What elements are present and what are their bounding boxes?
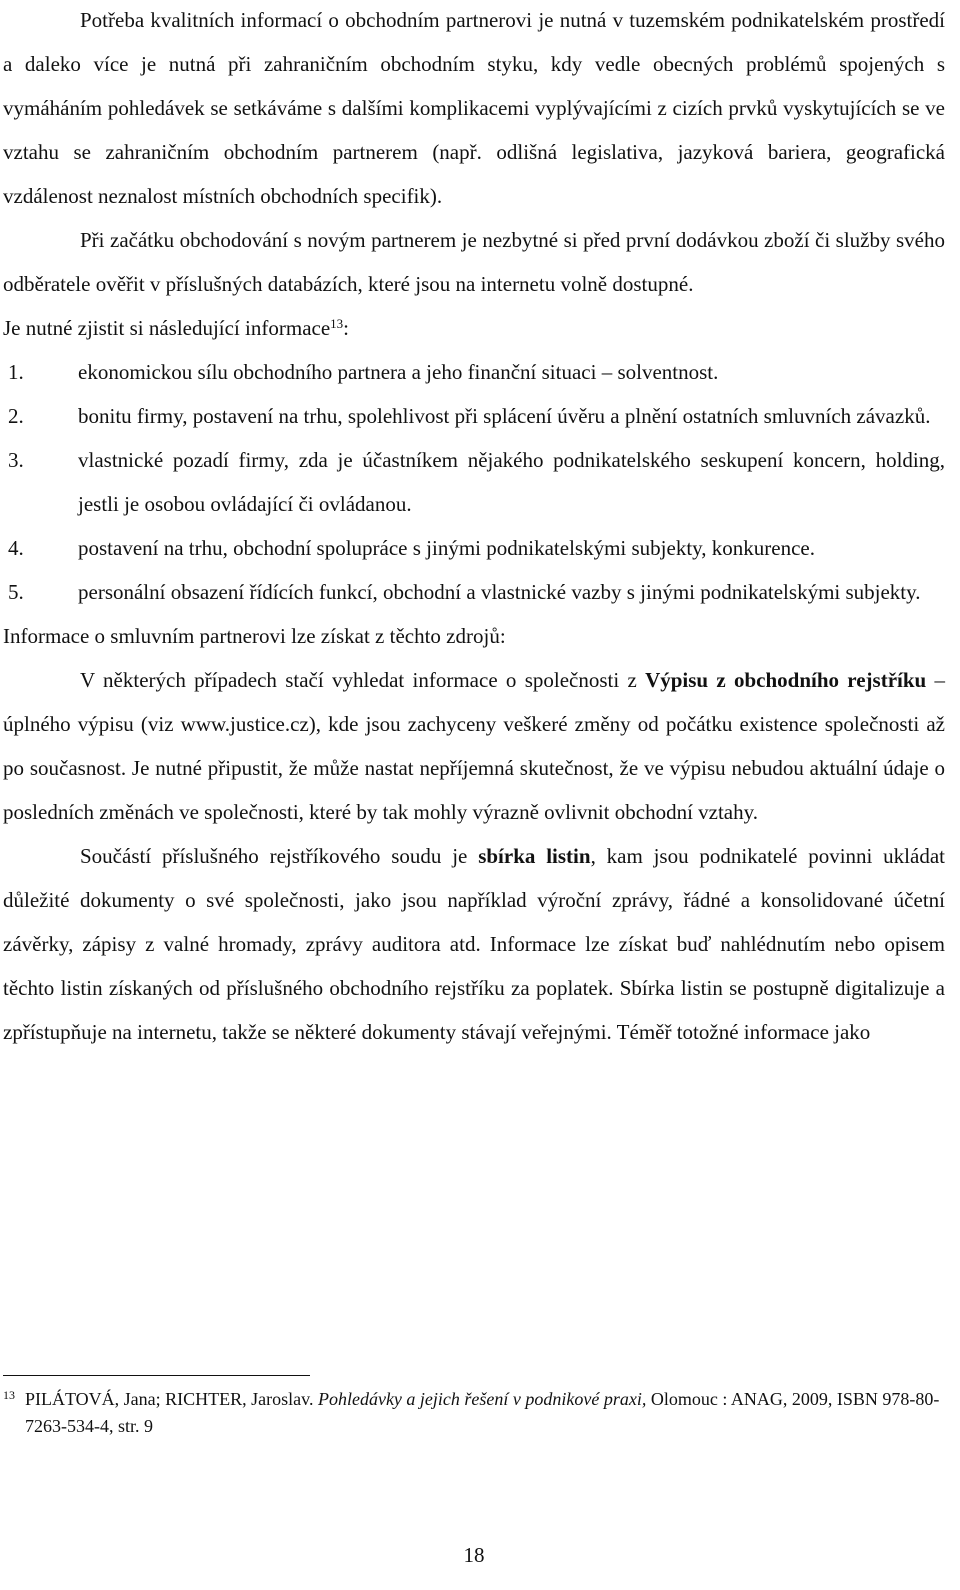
footnote-reference: 13	[330, 316, 344, 331]
collection-bold: sbírka listin	[478, 844, 591, 868]
list-number: 1.	[8, 360, 24, 384]
footnote-text	[3, 1386, 945, 1440]
list-item	[3, 438, 945, 526]
paragraph-required-info	[3, 306, 945, 350]
required-info-text: Je nutné zjistit si následující informace	[3, 316, 331, 340]
list-number: 2.	[8, 404, 24, 428]
paragraph-registry-extract	[3, 658, 945, 834]
list-text: postavení na trhu, obchodní spolupráce s jinými podnikatelskými subjekty, konkurence.	[78, 536, 815, 560]
footnote	[3, 1386, 945, 1440]
registry-extract-bold: Výpisu z obchodního rejstříku	[645, 668, 927, 692]
required-info-colon: :	[343, 316, 350, 340]
footnote-title: Pohledávky a jejich řešení v podnikové praxi,	[317, 1389, 647, 1409]
list-text: ekonomickou sílu obchodního partnera a jeho finanční situaci – solventnost.	[78, 360, 719, 384]
registry-extract-text-c: – úplného výpisu (viz www.justice.cz), kde jsou zachyceny veškeré změny od počátku existence společnosti až po současnost. Je nutné připustit, že může nastat nepříjemná skutečnost, že ve výpisu nebudou aktuální údaje o posledních změnách ve společnosti, které by tak mohly výrazně ovlivnit obchodní vztahy.	[3, 668, 946, 824]
registry-extract-text-a: V některých případech stačí vyhledat informace o společnosti z	[80, 668, 646, 692]
sources-heading: Informace o smluvním partnerovi lze získat z těchto zdrojů:	[3, 624, 506, 648]
list-item	[3, 350, 945, 394]
list-text: vlastnické pozadí firmy, zda je účastníkem nějakého podnikatelského seskupení koncern, holding, jestli je osobou ovládající či ovládanou.	[78, 448, 945, 516]
footnote-separator	[3, 1375, 310, 1376]
info-list	[3, 350, 945, 614]
list-item	[3, 570, 945, 614]
list-number: 3.	[8, 448, 24, 472]
list-item	[3, 394, 945, 438]
paragraph-new-partner: Při začátku obchodování s novým partnerem je nezbytné si před první dodávkou zboží či služby svého odběratele ověřit v příslušných databázích, které jsou na internetu volně dostupné.	[3, 228, 945, 296]
list-item	[3, 526, 945, 570]
list-number: 4.	[8, 536, 24, 560]
collection-text-a: Součástí příslušného rejstříkového soudu je	[80, 844, 479, 868]
document-page	[3, 0, 946, 1567]
list-text: personální obsazení řídících funkcí, obchodní a vlastnické vazby s jinými podnikatelskými subjekty.	[78, 580, 921, 604]
footnote-authors: PILÁTOVÁ, Jana; RICHTER, Jaroslav.	[25, 1389, 318, 1409]
paragraph-collection-of-deeds	[3, 834, 945, 1054]
list-number: 5.	[8, 580, 24, 604]
page-number: 18	[463, 1543, 485, 1567]
list-text: bonitu firmy, postavení na trhu, spolehlivost při splácení úvěru a plnění ostatních smluvních závazků.	[78, 404, 931, 428]
paragraph-intro: Potřeba kvalitních informací o obchodním partnerovi je nutná v tuzemském podnikatelském prostředí a daleko více je nutná při zahraničním obchodním styku, kdy vedle obecných problémů spojených s vymáháním pohledávek se setkáváme s dalšími komplikacemi vyplývajícími z cizích prvků vyskytujících se ve vztahu se zahraničním obchodním partnerem (např. odlišná legislativa, jazyková bariera, geografická vzdálenost neznalost místních obchodních specifik).	[3, 8, 945, 208]
footnote-mark: 13	[3, 1388, 15, 1402]
collection-text-c: , kam jsou podnikatelé povinni ukládat důležité dokumenty o své společnosti, jako jsou například výroční zprávy, řádné a konsolidované účetní závěrky, zápisy z valné hromady, zprávy auditora atd. Informace lze získat buď nahlédnutím nebo opisem těchto listin získaných od příslušného obchodního rejstříku za poplatek. Sbírka listin se postupně digitalizuje a zpřístupňuje na internetu, takže se některé dokumenty stávají veřejnými. Téměř totožné informace jako	[3, 844, 945, 1044]
footnote-rest: Olomouc : ANAG, 2009, ISBN 978-80-7263-534-4, str. 9	[25, 1389, 940, 1436]
